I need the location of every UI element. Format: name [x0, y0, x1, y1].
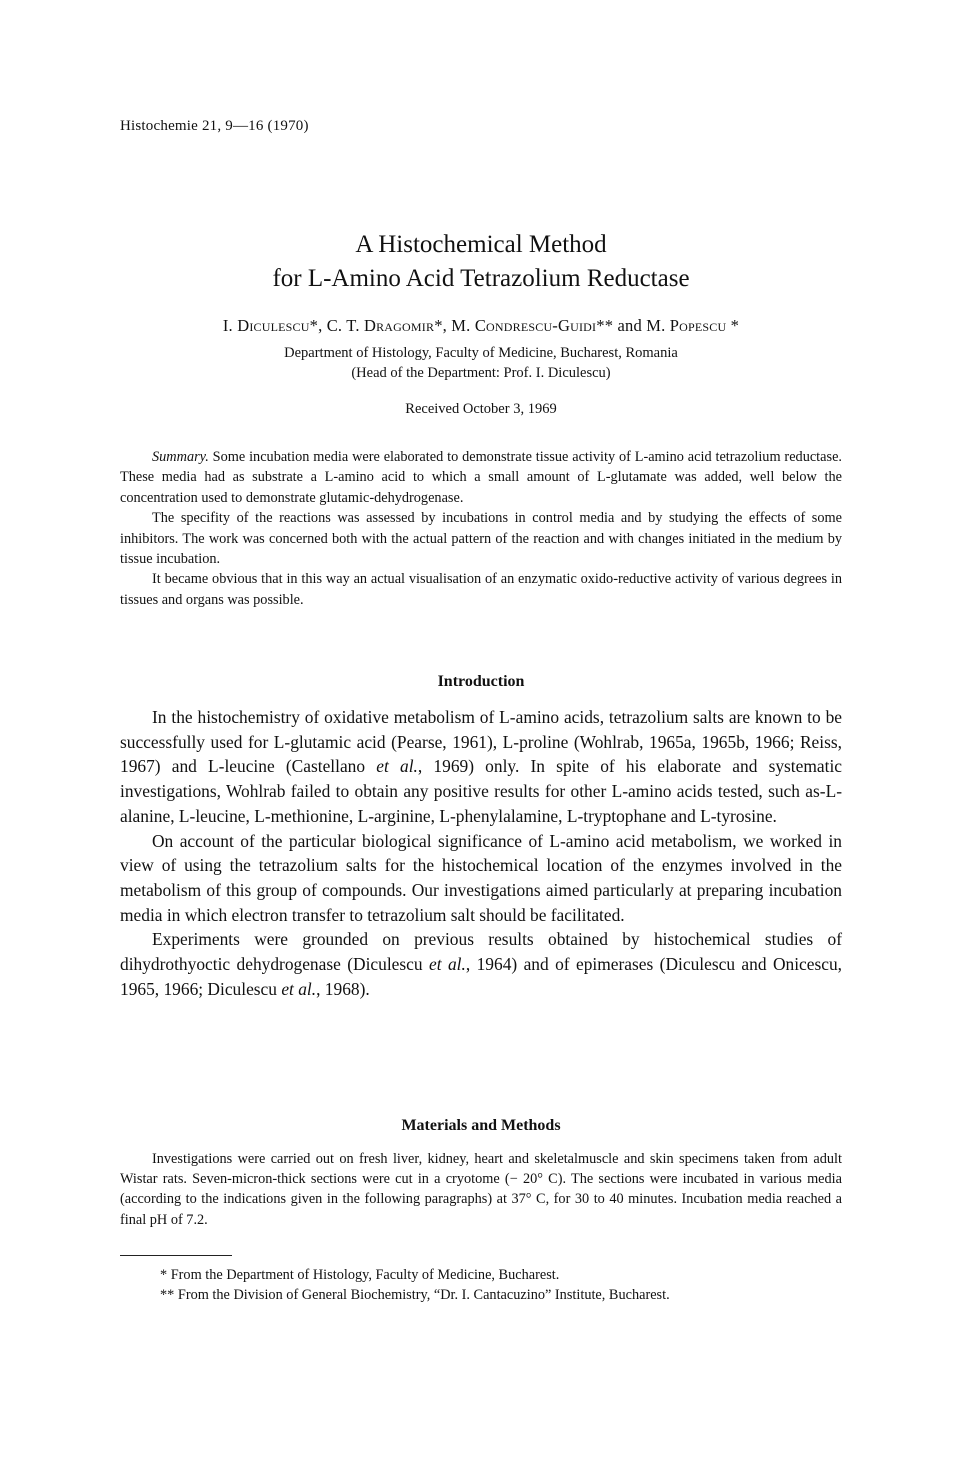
summary-paragraph-2: The specifity of the reactions was assessed by incubations in control media and by studying the effects of some inhibitors. The work was concerned both with the actual pattern of the reaction and with changes initiated in the medium by tissue incubation. — [120, 510, 842, 568]
footnote-1: * From the Department of Histology, Faculty of Medicine, Bucharest. — [160, 1267, 560, 1283]
affiliation-line-2: (Head of the Department: Prof. I. Diculescu) — [351, 365, 611, 381]
author-1: I. Diculescu* — [222, 316, 319, 335]
methods-heading: Materials and Methods — [401, 1117, 561, 1134]
footnote-divider — [120, 1255, 232, 1256]
footnote-2: ** From the Division of General Biochemistry, “Dr. I. Cantacuzino” Institute, Bucharest. — [160, 1287, 670, 1304]
footnotes — [120, 1265, 842, 1305]
author-3: M. Condrescu-Guidi** — [451, 316, 614, 335]
introduction-paragraph-1: In the histochemistry of oxidative metabolism of L-amino acids, tetrazolium salts are known to be successfully used for L-glutamic acid (Pearse, 1961), L-proline (Wohlrab, 1965a, 1965b, 1966; Reiss, 1967) and L-leucine (Castellano et al., 1969) only. In spite of his elaborate and systematic investigations, Wohlrab failed to obtain any positive results for other L-amino acids tested, such as-L-alanine, L-leucine, L-methionine, L-arginine, L-phenylalamine, L-tryptophane and L-tyrosine. — [120, 707, 842, 826]
affiliation-line-1: Department of Histology, Faculty of Medicine, Bucharest, Romania — [284, 345, 678, 361]
author-4: M. Popescu * — [646, 316, 740, 335]
introduction-heading: Introduction — [437, 673, 525, 690]
methods-body — [120, 1149, 842, 1230]
summary-paragraph-3: It became obvious that in this way an actual visualisation of an enzymatic oxido-reductive activity of various degrees in tissues and organs was possible. — [120, 571, 842, 608]
introduction-paragraph-3: Experiments were grounded on previous results obtained by histochemical studies of dihydrothyoctic dehydrogenase (Diculescu et al., 1964) and of epimerases (Diculescu and Onicescu, 1965, 1966; Diculescu et al., 1968). — [120, 929, 842, 999]
introduction-paragraph-2: On account of the particular biological significance of L-amino acid metabolism, we worked in view of using the tetrazolium salts for the histochemical location of the enzymes involved in the metabolism of this group of compounds. Our investigations aimed particularly at preparing incubation media in which electron transfer to tetrazolium salt should be facilitated. — [120, 830, 842, 925]
paper-title — [120, 228, 842, 296]
introduction-body — [120, 705, 842, 1001]
author-2: C. T. Dragomir* — [326, 316, 443, 335]
journal-citation: Histochemie 21, 9—16 (1970) — [120, 118, 309, 134]
title-line-2: for L-Amino Acid Tetrazolium Reductase — [272, 265, 690, 292]
author-list: I. Diculescu*, C. T. Dragomir*, M. Condrescu-Guidi** and M. Popescu * — [222, 316, 740, 335]
summary-label: Summary. — [152, 449, 209, 465]
affiliation — [120, 343, 842, 383]
title-line-1: A Histochemical Method — [355, 231, 607, 258]
received-date: Received October 3, 1969 — [405, 401, 557, 417]
summary-paragraph-1: Summary. Some incubation media were elaborated to demonstrate tissue activity of L-amino acid tetrazolium reductase. These media had as substrate a L-amino acid to which a small amount of L-glutamate was added, well below the concentration used to demonstrate glutamic-dehydrogenase. — [120, 449, 842, 506]
summary-block — [120, 447, 842, 610]
methods-paragraph-1: Investigations were carried out on fresh liver, kidney, heart and skeletalmuscle and skin specimens taken from adult Wistar rats. Seven-micron-thick sections were cut in a cryotome (− 20° C). The sections were incubated in various media (according to the indications given in the following paragraphs) at 37° C, for 30 to 40 minutes. Incubation media reached a final pH of 7.2. — [120, 1151, 842, 1228]
